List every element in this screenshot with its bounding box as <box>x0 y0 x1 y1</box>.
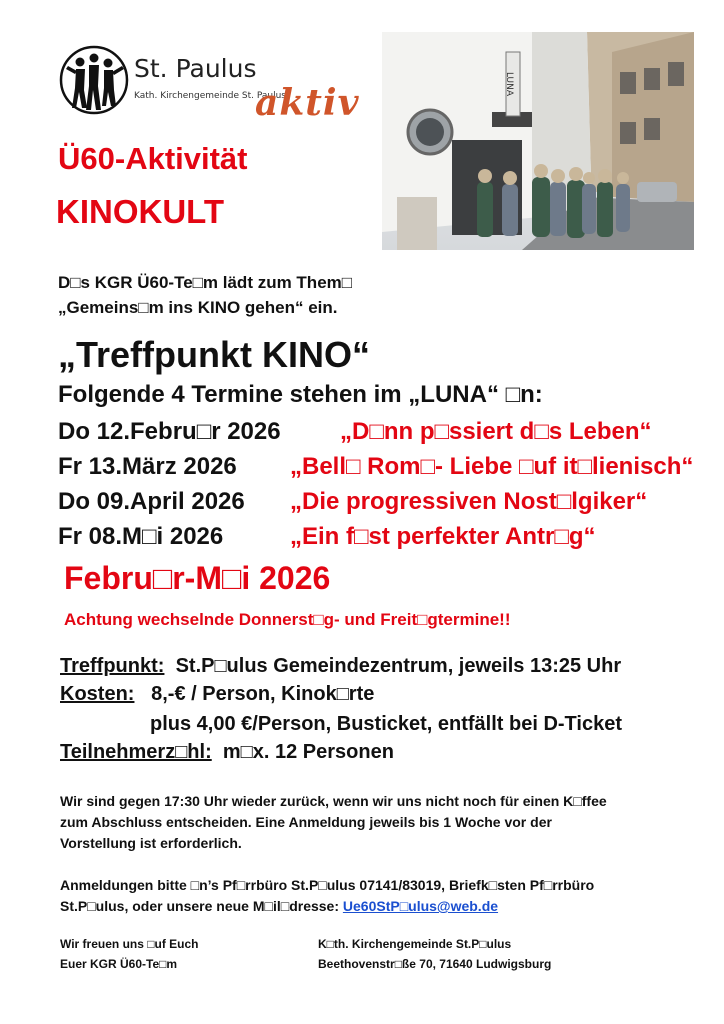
date: Fr 08.M□i 2026 <box>58 523 224 550</box>
footer-address: Beethovenstr□ße 70, 71640 Ludwigsburg <box>318 957 552 971</box>
email-link[interactable]: Ue60StP□ulus@web.de <box>342 898 499 914</box>
notice: Achtung wechselnde Donnerst□g- und Freit□gtermine!! <box>64 610 511 629</box>
footer-organization: K□th. Kirchengemeinde St.P□ulus <box>318 937 512 951</box>
costs-value: 8,-€ / Person, Kinok□rte <box>151 683 375 705</box>
date: Do 12.Febru□r 2026 <box>58 418 281 445</box>
dates-heading: Folgende 4 Termine stehen im „LUNA“ □n: <box>58 381 543 408</box>
film-title: „Die progressiven Nost□lgiker“ <box>290 488 648 515</box>
footer-signature: Euer KGR Ü60-Te□m <box>60 957 178 971</box>
costs <box>60 680 374 708</box>
intro-line-1: D□s KGR Ü60-Te□m lädt zum Them□ <box>58 273 353 292</box>
meeting-point-value: St.P□ulus Gemeindezentrum, jeweils 13:25 Uhr <box>175 655 622 677</box>
registration-line-1: Anmeldungen bitte □n’s Pf□rrbüro St.P□ulus 07141/83019, Briefk□sten Pf□rrbüro <box>60 877 595 893</box>
registration-prefix: St.P□ulus, oder unsere neue M□il□dresse: <box>60 898 343 914</box>
logo-subtitle: Kath. Kirchengemeinde St. Paulus <box>134 91 286 101</box>
date-row <box>58 452 698 482</box>
logo-accent-word: aktiv <box>255 82 360 124</box>
participants-value: m□x. 12 Personen <box>222 741 394 763</box>
parish-logo-icon <box>58 44 130 116</box>
registration-line-2 <box>60 896 498 917</box>
date-row <box>58 417 698 447</box>
meeting-point-label: Treffpunkt: <box>60 655 165 677</box>
return-info-line-2: zum Abschluss entscheiden. Eine Anmeldung jeweils bis 1 Woche vor der <box>60 814 552 830</box>
logo-name: St. Paulus <box>134 54 257 83</box>
cinema-sign: LUNA <box>504 71 514 97</box>
headline: „Treffpunkt KINO“ <box>58 334 370 375</box>
period-heading: Febru□r-M□i 2026 <box>64 560 331 596</box>
parish-logo <box>58 44 358 124</box>
film-title: „Bell□ Rom□- Liebe □uf it□lienisch“ <box>290 453 694 480</box>
cinema-photo <box>382 32 694 250</box>
date-row <box>58 487 698 517</box>
film-title: „D□nn p□ssiert d□s Leben“ <box>340 418 652 445</box>
costs-extra: plus 4,00 €/Person, Busticket, entfällt bei D-Ticket <box>150 713 623 735</box>
date-row <box>58 522 698 552</box>
date: Do 09.April 2026 <box>58 488 245 515</box>
meeting-point <box>60 652 621 680</box>
event-series-subtitle: KINOKULT <box>56 193 225 230</box>
event-series-title: Ü60-Aktivität <box>58 141 248 176</box>
return-info-line-1: Wir sind gegen 17:30 Uhr wieder zurück, wenn wir uns nicht noch für einen K□ffee <box>60 793 607 809</box>
film-title: „Ein f□st perfekter Antr□g“ <box>290 523 596 550</box>
footer-greeting: Wir freuen uns □uf Euch <box>60 937 199 951</box>
participants-label: Teilnehmerz□hl: <box>60 741 212 763</box>
return-info-line-3: Vorstellung ist erforderlich. <box>60 835 242 851</box>
date: Fr 13.März 2026 <box>58 453 237 480</box>
participants <box>60 738 394 766</box>
intro-line-2: „Gemeins□m ins KINO gehen“ ein. <box>58 298 338 317</box>
costs-label: Kosten: <box>60 683 135 705</box>
